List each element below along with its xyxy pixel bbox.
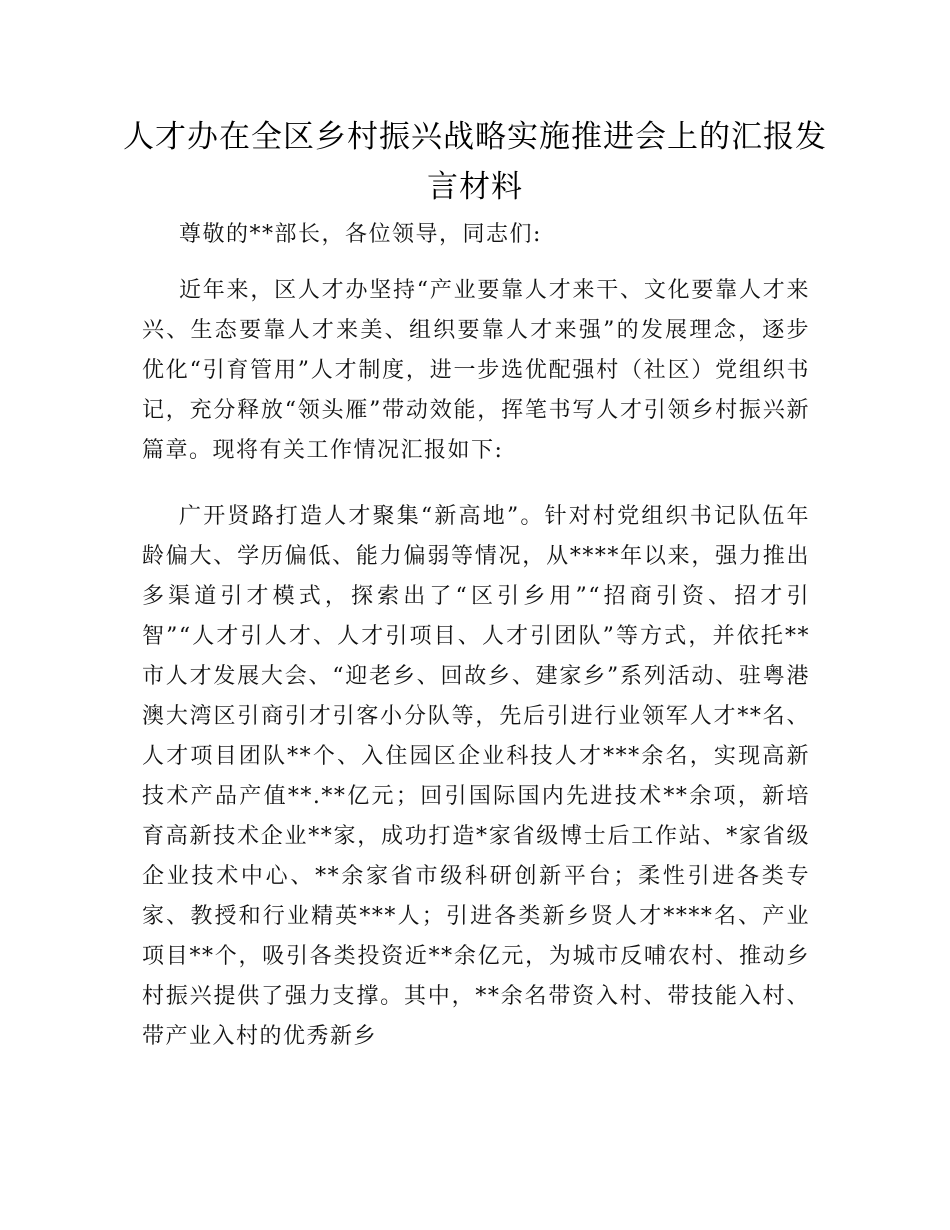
greeting-line: 尊敬的**部长，各位领导，同志们: [179,222,542,247]
document-title: 人才办在全区乡村振兴战略实施推进会上的汇报发言材料 [123,119,827,205]
body-paragraph: 广开贤路打造人才聚集“新高地”。针对村党组织书记队伍年龄偏大、学历偏低、能力偏弱等情况，从****年以来，强力推出多渠道引才模式，探索出了“区引乡用”“招商引资、招才引智”“人才引人才、人才引项目、人才引团队”等方式，并依托**市人才发展大会、“迎老乡、回故乡、建家乡”系列活动、驻粤港澳大湾区引商引才引客小分队等，先后引进行业领军人才**名、人才项目团队**个、入住园区企业科技人才***余名，实现高新技术产品产值**.**亿元；回引国际国内先进技术**余项，新培育高新技术企业**家，成功打造*家省级博士后工作站、*家省级企业技术中心、**余家省市级科研创新平台；柔性引进各类专家、教授和行业精英***人；引进各类新乡贤人才****名、产业项目**个，吸引各类投资近**余亿元，为城市反哺农村、推动乡村振兴提供了强力支撑。其中，**余名带资入村、带技能入村、带产业入村的优秀新乡 [142,504,810,1049]
body-paragraph: 近年来，区人才办坚持“产业要靠人才来干、文化要靠人才来兴、生态要靠人才来美、组织要靠人才来强”的发展理念，逐步优化“引育管用”人才制度，进一步选优配强村（社区）党组织书记，充分释放“领头雁”带动效能，挥笔书写人才引领乡村振兴新篇章。现将有关工作情况汇报如下: [142,278,810,463]
